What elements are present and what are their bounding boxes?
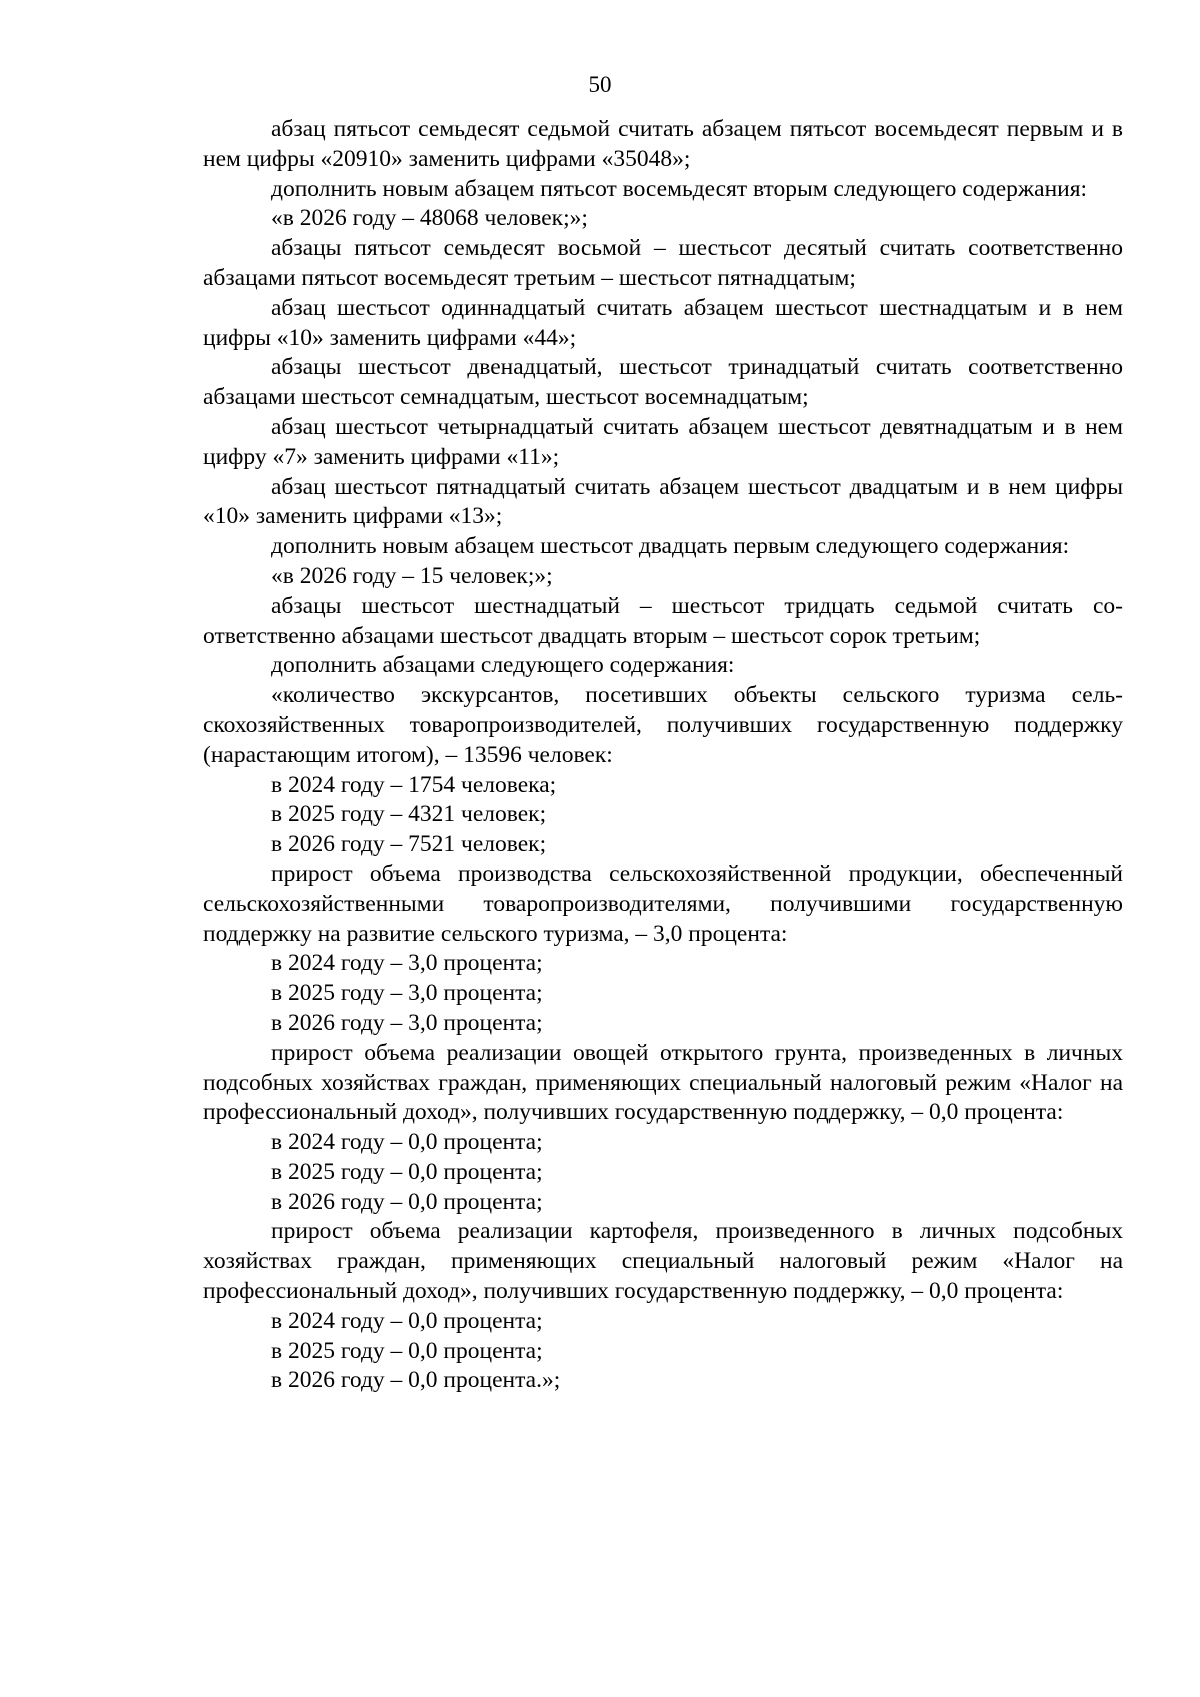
- document-body: [203, 115, 1123, 1396]
- paragraph: прирост объема реализации картофеля, произведенного в личных подсобных хозяйствах граждан, применяющих специальный налоговый режим «Налог на профессиональный доход», получивших государственную поддержку, – 0,0 процента:: [203, 1218, 1123, 1305]
- paragraph: в 2024 году – 3,0 процента;: [271, 950, 543, 977]
- paragraph: абзацы шестьсот двенадцатый, шестьсот тринадцатый считать соответственно абзацами шестьсот семнадцатым, шестьсот восемнадцатым;: [203, 354, 1123, 411]
- paragraph: прирост объема производства сельскохозяйственной продукции, обеспеченный сельскохозяйственными товаропроизводителями, получившими государственную поддержку на развитие сельского туризма, – 3,0 процента:: [203, 860, 1123, 947]
- paragraph: дополнить новым абзацем шестьсот двадцать первым следующего содержания:: [271, 533, 1070, 560]
- page-number: 50: [588, 72, 612, 97]
- paragraph: «в 2026 году – 48068 человек;»;: [271, 205, 588, 232]
- paragraph: абзац пятьсот семьдесят седьмой считать абзацем пятьсот восемьдесят первым и в нем цифры «20910» заменить цифрами «35048»;: [203, 116, 1123, 172]
- paragraph: абзац шестьсот четырнадцатый считать абзацем шестьсот девятнадцатым и в нем цифру «7» заменить цифрами «11»;: [203, 413, 1123, 470]
- paragraph: «в 2026 году – 15 человек;»;: [271, 562, 553, 589]
- paragraph: в 2025 году – 0,0 процента;: [271, 1158, 543, 1185]
- paragraph: в 2024 году – 0,0 процента;: [271, 1129, 543, 1156]
- paragraph: в 2024 году – 1754 человека;: [271, 771, 557, 798]
- paragraph: абзац шестьсот одиннадцатый считать абзацем шестьсот шестнадцатым и в нем цифры «10» заменить цифрами «44»;: [203, 294, 1123, 351]
- paragraph: абзац шестьсот пятнадцатый считать абзацем шестьсот двадцатым и в нем цифры «10» заменить цифрами «13»;: [203, 473, 1123, 530]
- paragraph: дополнить абзацами следующего содержания:: [271, 652, 735, 679]
- paragraph: абзацы шестьсот шестнадцатый – шестьсот тридцать седьмой считать соответственно абзацами шестьсот двадцать вторым – шестьсот сорок третьим;: [203, 592, 1123, 649]
- paragraph: в 2025 году – 0,0 процента;: [271, 1337, 543, 1364]
- paragraph: в 2025 году – 3,0 процента;: [271, 980, 543, 1007]
- paragraph: в 2025 году – 4321 человек;: [271, 801, 547, 828]
- paragraph: «количество экскурсантов, посетивших объекты сельского туризма сельскохозяйственных товаропроизводителей, получивших государственную поддержку (нарастающим итогом), – 13596 человек:: [203, 682, 1123, 768]
- paragraph: в 2026 году – 0,0 процента.»;: [271, 1367, 561, 1394]
- paragraph: в 2026 году – 0,0 процента;: [271, 1188, 543, 1215]
- paragraph: прирост объема реализации овощей открытого грунта, произведенных в личных подсобных хозяйствах граждан, применяющих специальный налоговый режим «Налог на профессиональный доход», получивших государственную поддержку, – 0,0 процента:: [203, 1039, 1123, 1126]
- paragraph: абзацы пятьсот семьдесят восьмой – шестьсот десятый считать соответственно абзацами пятьсот восемьдесят третьим – шестьсот пятнадцатым;: [203, 235, 1123, 291]
- paragraph: дополнить новым абзацем пятьсот восемьдесят вторым следующего содержания:: [271, 175, 1088, 202]
- paragraph: в 2024 году – 0,0 процента;: [271, 1307, 543, 1334]
- paragraph: в 2026 году – 7521 человек;: [271, 831, 547, 858]
- paragraph: в 2026 году – 3,0 процента;: [271, 1009, 543, 1036]
